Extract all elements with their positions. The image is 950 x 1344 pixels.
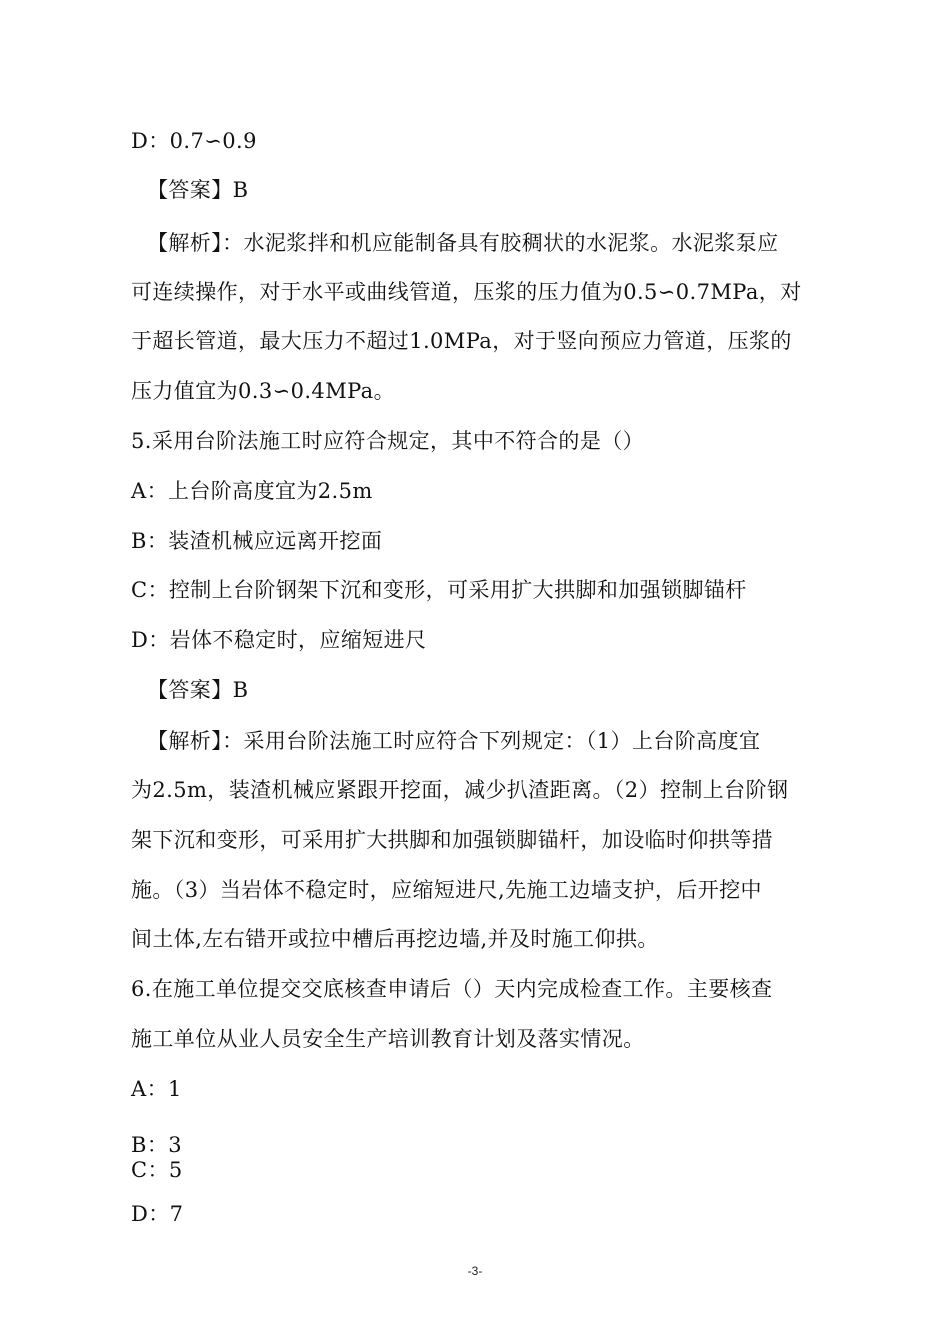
q5-analysis-line: 【解析】：采用台阶法施工时应符合下列规定：（1）上台阶高度宜 — [147, 729, 761, 753]
q5-option-c: C：控制上台阶钢架下沉和变形，可采用扩大拱脚和加强锁脚锚杆 — [131, 578, 747, 602]
q6-option-b: B：3 — [131, 1133, 182, 1157]
q6-option-a: A：1 — [131, 1077, 182, 1101]
q4-analysis-line: 于超长管道，最大压力不超过1.0MPa，对于竖向预应力管道，压浆的 — [131, 329, 792, 353]
q4-answer: 【答案】B — [147, 178, 249, 202]
q5-analysis-line: 施。（3）当岩体不稳定时，应缩短进尺,先施工边墙支护，后开挖中 — [131, 878, 762, 902]
q5-analysis-line: 为2.5m，装渣机械应紧跟开挖面，减少扒渣距离。（2）控制上台阶钢 — [131, 778, 789, 802]
q5-question: 5.采用台阶法施工时应符合规定，其中不符合的是（） — [131, 429, 645, 453]
q5-analysis-line: 间土体,左右错开或拉中槽后再挖边墙,并及时施工仰拱。 — [131, 927, 659, 951]
q5-analysis-line: 架下沉和变形，可采用扩大拱脚和加强锁脚锚杆，加设临时仰拱等措 — [131, 828, 773, 852]
q6-question-line: 施工单位从业人员安全生产培训教育计划及落实情况。 — [131, 1027, 645, 1051]
q5-option-d: D：岩体不稳定时，应缩短进尺 — [131, 628, 427, 652]
q6-option-d: D：7 — [131, 1202, 184, 1226]
q6-option-c: C：5 — [131, 1158, 183, 1182]
q4-analysis-line: 【解析】：水泥浆拌和机应能制备具有胶稠状的水泥浆。水泥浆泵应 — [147, 231, 779, 255]
q4-analysis-line: 压力值宜为0.3∽0.4MPa。 — [131, 379, 395, 403]
q6-question-line: 6.在施工单位提交交底核查申请后（）天内完成检查工作。主要核查 — [131, 977, 773, 1001]
q5-option-a: A：上台阶高度宜为2.5m — [131, 479, 373, 503]
q5-option-b: B：装渣机械应远离开挖面 — [131, 529, 383, 553]
q4-analysis-line: 可连续操作，对于水平或曲线管道，压浆的压力值为0.5∽0.7MPa，对 — [131, 280, 802, 304]
q5-answer: 【答案】B — [147, 678, 249, 702]
q4-option-d: D：0.7∽0.9 — [131, 129, 257, 153]
page-number: -3- — [467, 1264, 483, 1278]
